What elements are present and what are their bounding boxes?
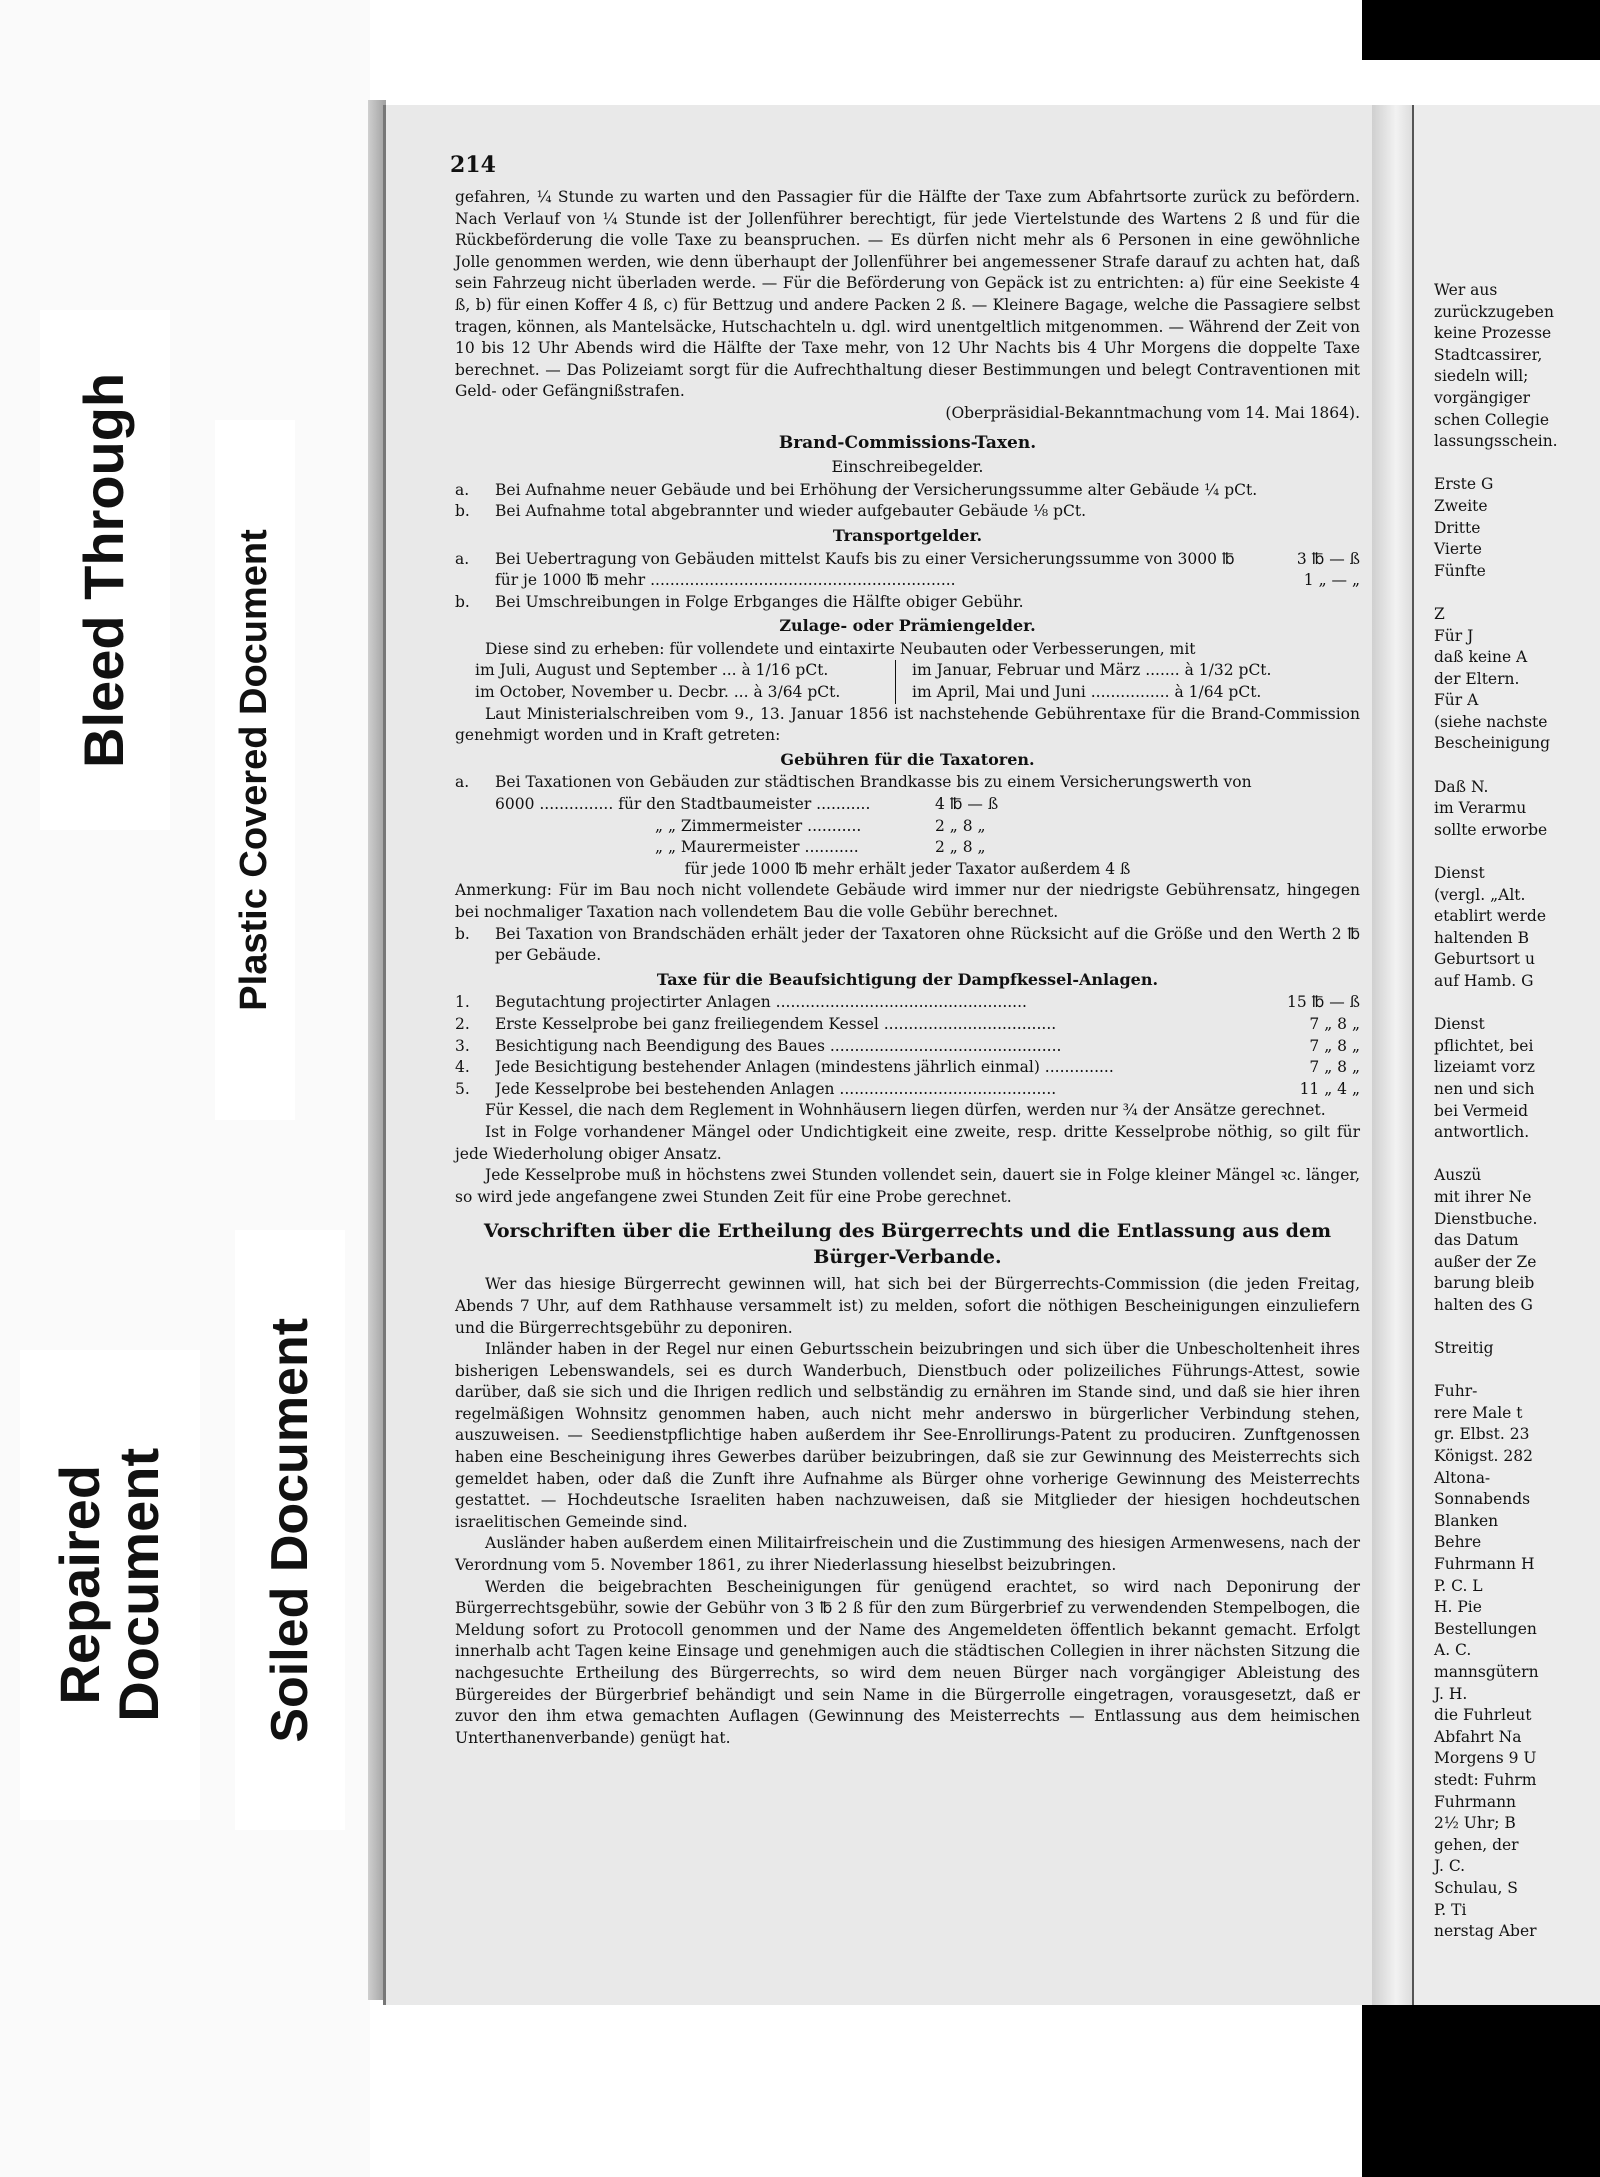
buerger-paragraph-2: Inländer haben in der Regel nur einen Geburtsschein beizubringen und sich über die Unbescholtenheit ihres bisherigen Lebenswandels, sei es durch Wanderbuch, Dienstbuch oder polizeiliches Führungs-Attest, sowie darüber, daß sie sich und die Ihrigen redlich und selbständig zu ernähren im Stande sind, und daß sie hier ihren regelmäßigen Wohnsitz genommen haben, auch nicht mehr anderswo in bürgerlicher Verbindung stehen, auszuweisen. — Seedienstpflichtige haben außerdem ihr See-Enrollirungs-Patent zu produciren. Zunftgenossen haben eine Bescheinigung ihres Gewerbes darüber beizubringen, daß sie zur Gewinnung des Meisterrechts sich gemeldet haben, oder daß die Zunft ihre Aufnahme als Bürger ohne vorherige Gewinnung des Meisterrechts gestattet. — Hochdeutsche Israeliten haben nachzuweisen, daß sie Mitglieder der hiesigen hochdeutschen israelitischen Gemeinde sind. bbox=[455, 1340, 1360, 1531]
facing-page-line: P. Ti bbox=[1434, 1900, 1467, 1919]
scanner-border-bottom bbox=[1362, 2005, 1600, 2177]
facing-page-line: vorgängiger bbox=[1434, 388, 1531, 407]
facing-page-line: lassungsschein. bbox=[1434, 432, 1558, 451]
facing-page-line: Stadtcassirer, bbox=[1434, 345, 1543, 364]
bleed-through-label-panel bbox=[40, 310, 170, 830]
item-text: Bei Umschreibungen in Folge Erbganges die Hälfte obiger Gebühr. bbox=[495, 592, 1024, 611]
facing-page-line bbox=[1434, 1144, 1600, 1166]
item-number: a. bbox=[455, 480, 470, 499]
facing-page-line bbox=[1434, 841, 1600, 863]
facing-page-line bbox=[1434, 993, 1600, 1015]
item-text: Bei Aufnahme total abgebrannter und wieder aufgebauter Gebäude ⅛ pCt. bbox=[495, 502, 1087, 521]
facing-page-line: Abfahrt Na bbox=[1434, 1727, 1522, 1746]
einschreib-title: Einschreibegelder. bbox=[831, 457, 984, 477]
facing-page-line: Erste G bbox=[1434, 475, 1494, 494]
facing-page-line: Fuhr- bbox=[1434, 1382, 1478, 1401]
item-value: 3 ℔ — ß bbox=[1296, 549, 1360, 568]
facing-page-line: (vergl. „Alt. bbox=[1434, 885, 1526, 904]
zulage-title: Zulage- oder Prämiengelder. bbox=[779, 616, 1036, 636]
item-value: 7 „ 8 „ bbox=[1309, 1036, 1360, 1055]
list-item bbox=[455, 992, 1360, 1014]
facing-page-line: Bestellungen bbox=[1434, 1619, 1537, 1638]
facing-page-line: Zweite bbox=[1434, 496, 1488, 515]
item-number: b. bbox=[455, 924, 470, 943]
item-number bbox=[455, 570, 495, 592]
facing-page-line: Für A bbox=[1434, 691, 1479, 710]
facing-page-line: auf Hamb. G bbox=[1434, 972, 1534, 990]
dampf-note-1: Für Kessel, die nach dem Reglement in Wohnhäusern liegen dürfen, werden nur ¾ der Ansätze gerechnet. bbox=[485, 1101, 1326, 1120]
facing-page-line: gr. Elbst. 23 bbox=[1434, 1425, 1530, 1444]
item-text: Besichtigung nach Beendigung des Baues ............................................... bbox=[495, 1036, 1062, 1055]
item-number: b. bbox=[455, 502, 470, 521]
zulage-left: im October, November u. Decbr. ... à 3/64 pCt. bbox=[475, 683, 841, 702]
intro-source: (Oberpräsidial-Bekanntmachung vom 14. Mai 1864). bbox=[945, 403, 1360, 422]
repaired-label-panel bbox=[20, 1350, 200, 1820]
list-item bbox=[455, 592, 1360, 614]
buerger-paragraph-4: Werden die beigebrachten Bescheinigungen für genügend erachtet, so wird nach Deponirung der Bürgerrechtsgebühr, sowie der Gebühr von 3 ℔ 2 ß für den zum Bürgerbrief zu verwendenden Stempelbogen, die Meldung sofort zu Protocoll genommen und der Name des Angemeldeten öffentlich bekannt gemacht. Erfolgt innerhalb acht Tagen keine Einsage und genehmigen auch die städtischen Collegien in ihrer nächsten Sitzung die nachgesuchte Ertheilung des Bürgerrechts, so wird dem neuen Bürger nach vorgängiger Ableistung des Bürgereides der Bürgerbrief behändigt und sein Name in die Bürgerrolle eingetragen, vorausgesetzt, daß er zuvor den ihm etwa gemachten Auflagen (Gewinnung des Meisterrechts — Entlassung aus dem heimischen Unterthanenverbande) genügt hat. bbox=[455, 1577, 1360, 1747]
facing-page-line: zurückzugeben bbox=[1434, 302, 1554, 321]
facing-page-line: Auszü bbox=[1434, 1166, 1482, 1185]
facing-page-line: Behre bbox=[1434, 1533, 1482, 1552]
facing-page-line bbox=[1434, 582, 1600, 604]
bleed-through-label: Bleed Through bbox=[72, 372, 136, 768]
facing-page-line: Dritte bbox=[1434, 518, 1481, 537]
facing-page-line: nerstag Aber bbox=[1434, 1922, 1537, 1941]
taxator-text: 6000 ............... für den Stadtbaumeister ........... bbox=[495, 795, 871, 814]
item-number: 2. bbox=[455, 1014, 470, 1033]
anmerkung: Anmerkung: Für im Bau noch nicht vollendete Gebäude wird immer nur der niedrigste Gebührensatz, hingegen bei nochmaliger Taxation nach vollendetem Bau die volle Gebühr berechnet. bbox=[455, 881, 1360, 921]
item-number: 4. bbox=[455, 1058, 470, 1077]
item-text: Jede Besichtigung bestehender Anlagen (mindestens jährlich einmal) .............. bbox=[495, 1058, 1114, 1077]
item-text: Bei Uebertragung von Gebäuden mittelst Kaufs bis zu einer Versicherungssumme von 3000 ℔ bbox=[495, 549, 1235, 568]
item-value: 1 „ — „ bbox=[1303, 571, 1360, 590]
facing-page-line: Dienstbuche. bbox=[1434, 1209, 1538, 1228]
facing-page-line: H. Pie bbox=[1434, 1598, 1482, 1617]
facing-page-line: Dienst bbox=[1434, 864, 1485, 883]
facing-page-line: Bescheinigung bbox=[1434, 734, 1551, 753]
taxator-value: 2 „ 8 „ bbox=[935, 838, 986, 857]
zulage-row bbox=[455, 682, 1360, 704]
item-value: 7 „ 8 „ bbox=[1309, 1014, 1360, 1033]
facing-page-line: Z bbox=[1434, 604, 1445, 623]
facing-page-line: antwortlich. bbox=[1434, 1123, 1530, 1142]
zulage-left: im Juli, August und September ... à 1/16 pCt. bbox=[475, 661, 829, 680]
page-gutter bbox=[1372, 105, 1412, 2005]
taxator-text: „ „ Zimmermeister ........... bbox=[655, 816, 862, 835]
zulage-intro: Diese sind zu erheben: für vollendete und eintaxirte Neubauten oder Verbesserungen, mit bbox=[485, 639, 1196, 658]
facing-page-line: das Datum bbox=[1434, 1231, 1519, 1250]
item-number: a. bbox=[455, 773, 470, 792]
taxator-row bbox=[455, 816, 1360, 838]
item-text: Begutachtung projectirter Anlagen ................................................... bbox=[495, 993, 1027, 1012]
transport-title: Transportgelder. bbox=[832, 525, 983, 545]
item-text: Bei Aufnahme neuer Gebäude und bei Erhöhung der Versicherungssumme alter Gebäude ¼ pCt. bbox=[495, 480, 1258, 499]
plastic-covered-label-panel bbox=[215, 420, 295, 1120]
dampf-title: Taxe für die Beaufsichtigung der Dampfkessel-Anlagen. bbox=[656, 969, 1159, 989]
facing-page-line: rere Male t bbox=[1434, 1403, 1523, 1422]
facing-page-line: mannsgütern bbox=[1434, 1663, 1539, 1681]
facing-page-line: barung bleib bbox=[1434, 1274, 1535, 1293]
taxator-value: 4 ℔ — ß bbox=[935, 795, 999, 814]
intro-paragraph: gefahren, ¼ Stunde zu warten und den Passagier für die Hälfte der Taxe zum Abfahrtsorte zurück zu befördern. Nach Verlauf von ¼ Stunde ist der Jollenführer berechtigt, für jede Viertelstunde des Wartens 2 ß und für die Rückbeförderung die volle Taxe zu beanspruchen. — Es dürfen nicht mehr als 6 Personen in eine gewöhnliche Jolle genommen werden, wie denn überhaupt der Jollenführer bei angemessener Strafe darauf zu achten hat, daß sein Fahrzeug nicht überladen werde. — Für die Beförderung von Gepäck ist zu entrichten: a) für eine Seekiste 4 ß, b) für einen Koffer 4 ß, c) für Bettzug und andere Packen 2 ß. — Kleinere Bagage, welche die Passagiere selbst tragen, können, als Mantelsäcke, Hutschachteln u. dgl. wird unentgeltlich mitgenommen. — Während der Zeit von 10 bis 12 Uhr Abends wird die Hälfte der Taxe mehr, von 12 Uhr Nachts bis 4 Uhr Morgens die doppelte Taxe berechnet. — Das Polizeiamt sorgt für die Aufrechthaltung dieser Bestimmungen und belegt Contraventionen mit Geld- oder Gefängnißstrafen. bbox=[455, 188, 1360, 401]
item-text: Jede Kesselprobe bei bestehenden Anlagen ............................................ bbox=[495, 1079, 1057, 1098]
buerger-paragraph-3: Ausländer haben außerdem einen Militairfreischein und die Zustimmung des hiesigen Armenwesens, nach der Verordnung vom 5. November 1861, zu ihrer Niederlassung hieselbst beizubringen. bbox=[455, 1534, 1360, 1575]
facing-page-line: bei Vermeid bbox=[1434, 1101, 1529, 1120]
facing-page-line: etablirt werde bbox=[1434, 907, 1546, 926]
facing-page-line: Für J bbox=[1434, 626, 1474, 645]
facing-page-line: außer der Ze bbox=[1434, 1252, 1537, 1271]
taxator-row bbox=[455, 837, 1360, 859]
facing-page-line: Morgens 9 U bbox=[1434, 1749, 1537, 1768]
facing-page-line: Streitig bbox=[1434, 1339, 1494, 1358]
item-number: a. bbox=[455, 549, 470, 568]
facing-page-line: siedeln will; bbox=[1434, 367, 1529, 386]
facing-page-line: (siehe nachste bbox=[1434, 712, 1548, 731]
item-number: 1. bbox=[455, 993, 470, 1012]
soiled-label-panel bbox=[235, 1230, 345, 1830]
facing-page-line: daß keine A bbox=[1434, 648, 1528, 667]
facing-page-line: Blanken bbox=[1434, 1511, 1499, 1530]
taxator-row bbox=[455, 794, 1360, 816]
facing-page-text bbox=[1434, 280, 1600, 1943]
facing-page-line: Geburtsort u bbox=[1434, 950, 1535, 969]
facing-page-line: im Verarmu bbox=[1434, 799, 1527, 818]
facing-page bbox=[1412, 105, 1600, 2005]
zulage-right: im April, Mai und Juni ................ à 1/64 pCt. bbox=[895, 682, 1261, 704]
facing-page-line: Königst. 282 bbox=[1434, 1447, 1533, 1466]
facing-page-line: Fuhrmann H bbox=[1434, 1555, 1535, 1574]
plastic-covered-label: Plastic Covered Document bbox=[233, 529, 276, 1011]
facing-page-line: Fuhrmann bbox=[1434, 1792, 1517, 1811]
brand-title: Brand-Commissions-Taxen. bbox=[778, 432, 1037, 453]
facing-page-line: lizeiamt vorz bbox=[1434, 1058, 1535, 1077]
item-text: Bei Taxation von Brandschäden erhält jeder der Taxatoren ohne Rücksicht auf die Größe und den Werth 2 ℔ per Gebäude. bbox=[495, 924, 1360, 965]
list-item bbox=[455, 480, 1360, 502]
repaired-label: Repaired Document bbox=[48, 1448, 171, 1722]
list-item bbox=[455, 1014, 1360, 1036]
facing-page-line: Sonnabends bbox=[1434, 1490, 1531, 1509]
facing-page-line: keine Prozesse bbox=[1434, 324, 1552, 343]
dampf-note-2: Ist in Folge vorhandener Mängel oder Undichtigkeit eine zweite, resp. dritte Kesselprobe nöthig, so gilt für jede Wiederholung obiger Ansatz. bbox=[455, 1122, 1360, 1163]
buerger-paragraph-1: Wer das hiesige Bürgerrecht gewinnen will, hat sich bei der Bürgerrechts-Commission (die jeden Freitag, Abends 7 Uhr, auf dem Rathhause versammelt ist) zu melden, sofort die nöthigen Bescheinigungen einzuliefern und die Bürgerrechtsgebühr zu deponiren. bbox=[455, 1275, 1360, 1337]
list-item bbox=[455, 1057, 1360, 1079]
scanner-border-top bbox=[1362, 0, 1600, 60]
facing-page-line: Wer aus bbox=[1434, 281, 1498, 299]
facing-page-line: halten des G bbox=[1434, 1295, 1533, 1314]
facing-page-line: mit ihrer Ne bbox=[1434, 1187, 1532, 1206]
taxator-value: 2 „ 8 „ bbox=[935, 816, 986, 835]
facing-page-line: Schulau, S bbox=[1434, 1878, 1518, 1897]
item-value: 11 „ 4 „ bbox=[1299, 1079, 1360, 1098]
facing-page-line: nen und sich bbox=[1434, 1079, 1535, 1098]
facing-page-line bbox=[1434, 453, 1600, 475]
facing-page-line: P. C. L bbox=[1434, 1576, 1483, 1595]
ministerial-text: Laut Ministerialschreiben vom 9., 13. Januar 1856 ist nachstehende Gebührentaxe für die Brand-Commission genehmigt worden und in Kraft getreten: bbox=[455, 704, 1360, 745]
list-item bbox=[455, 570, 1360, 592]
item-number: 5. bbox=[455, 1079, 470, 1098]
item-value: 15 ℔ — ß bbox=[1286, 993, 1360, 1012]
facing-page-line: Dienst bbox=[1434, 1015, 1485, 1034]
zulage-right: im Januar, Februar und März ....... à 1/32 pCt. bbox=[895, 660, 1271, 682]
facing-page-line bbox=[1434, 755, 1600, 777]
facing-page-line: die Fuhrleut bbox=[1434, 1706, 1532, 1725]
facing-page-line: Fünfte bbox=[1434, 561, 1486, 580]
page-number: 214 bbox=[450, 152, 496, 178]
page-content bbox=[455, 187, 1360, 1749]
facing-page-line: J. C. bbox=[1434, 1857, 1466, 1876]
soiled-label: Soiled Document bbox=[260, 1317, 319, 1743]
facing-page-line: haltenden B bbox=[1434, 928, 1529, 947]
facing-page-line: Vierte bbox=[1434, 540, 1482, 559]
facing-page-line: stedt: Fuhrm bbox=[1434, 1770, 1537, 1789]
facing-page-line: pflichtet, bei bbox=[1434, 1036, 1534, 1055]
list-item bbox=[455, 1079, 1360, 1101]
item-number: b. bbox=[455, 592, 470, 611]
list-item bbox=[455, 501, 1360, 523]
facing-page-line: gehen, der bbox=[1434, 1835, 1519, 1854]
dampf-note-3: Jede Kesselprobe muß in höchstens zwei Stunden vollendet sein, dauert sie in Folge kleiner Mängel ꝛc. länger, so wird jede angefangene zwei Stunden Zeit für eine Probe gerechnet. bbox=[455, 1166, 1360, 1206]
item-text: für je 1000 ℔ mehr .............................................................. bbox=[495, 571, 956, 590]
taxator-extra: für jede 1000 ℔ mehr erhält jeder Taxator außerdem 4 ß bbox=[684, 859, 1131, 878]
list-item bbox=[455, 772, 1360, 794]
list-item bbox=[455, 549, 1360, 571]
item-text: Erste Kesselprobe bei ganz freiliegendem Kessel ................................... bbox=[495, 1014, 1057, 1033]
zulage-row bbox=[455, 660, 1360, 682]
taxator-title: Gebühren für die Taxatoren. bbox=[780, 749, 1035, 769]
facing-page-line: J. H. bbox=[1434, 1684, 1468, 1703]
facing-page-line: der Eltern. bbox=[1434, 669, 1520, 688]
facing-page-line: A. C. bbox=[1434, 1641, 1472, 1660]
buerger-title: Vorschriften über die Ertheilung des Bürgerrechts und die Entlassung aus dem Bürger-Verbande. bbox=[483, 1220, 1332, 1269]
facing-page-line: schen Collegie bbox=[1434, 410, 1550, 429]
list-item bbox=[455, 924, 1360, 967]
facing-page-line bbox=[1434, 1317, 1600, 1339]
item-number: 3. bbox=[455, 1036, 470, 1055]
item-value: 7 „ 8 „ bbox=[1309, 1058, 1360, 1077]
facing-page-line: Altona- bbox=[1434, 1468, 1491, 1487]
facing-page-line: Daß N. bbox=[1434, 777, 1489, 796]
facing-page-line bbox=[1434, 1360, 1600, 1382]
facing-page-line: 2½ Uhr; B bbox=[1434, 1814, 1516, 1833]
facing-page-line: sollte erworbe bbox=[1434, 820, 1548, 839]
taxator-text: „ „ Maurermeister ........... bbox=[655, 838, 859, 857]
item-text: Bei Taxationen von Gebäuden zur städtischen Brandkasse bis zu einem Versicherungswerth von bbox=[495, 773, 1252, 792]
list-item bbox=[455, 1036, 1360, 1058]
